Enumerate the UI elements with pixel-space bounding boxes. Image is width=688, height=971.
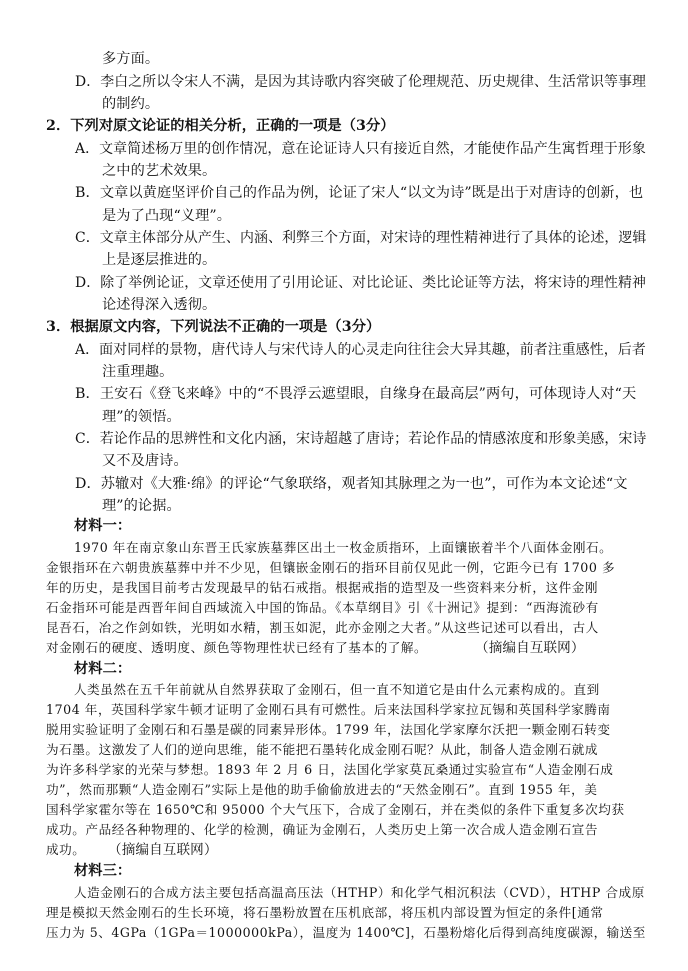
material-1-line: 金银指环在六朝贵族墓葬中并不少见，但镶嵌金刚石的指环目前仅见此一例，它距今已有 1700 多 bbox=[46, 560, 616, 575]
material-2-line: 成功。 bbox=[46, 842, 86, 857]
q3-option-a: A．面对同样的景物，唐代诗人与宋代诗人的心灵走向往往会大异其趣，前者注重感性，后者 bbox=[75, 342, 646, 358]
material-3-title: 材料三： bbox=[74, 863, 132, 879]
q3-option-c: C．若论作品的思辨性和文化内涵，宋诗超越了唐诗；若论作品的情感浓度和形象美感，宋诗 bbox=[75, 431, 647, 447]
q2-option-c-continuation: 上是逐层推进的。 bbox=[102, 252, 217, 268]
material-1-line: 昆吾石，冶之作剑如铁，光明如水精，割玉如泥，此亦金刚之大者。”从这些记述可以看出，古人 bbox=[46, 620, 599, 635]
material-1-line: 对金刚石的硬度、透明度、颜色等物理性状已经有了基本的了解。 bbox=[46, 640, 428, 655]
q3-option-c-continuation: 又不及唐诗。 bbox=[102, 453, 188, 469]
question-3-stem: 3．根据原文内容，下列说法不正确的一项是（3分） bbox=[46, 319, 381, 335]
q1-option-c-continuation: 多方面。 bbox=[102, 51, 160, 67]
material-2-source: （摘编自互联网） bbox=[108, 842, 218, 858]
material-2-line: 1704 年，英国科学家牛顿才证明了金刚石具有可燃性。后来法国科学家拉瓦锡和英国科学家腾南 bbox=[46, 702, 611, 717]
q1-option-d: D．李白之所以令宋人不满，是因为其诗歌内容突破了伦理规范、历史规律、生活常识等事理 bbox=[75, 74, 646, 90]
material-1-line: 石金指环可能是西晋年间自西域流入中国的饰品。《本草纲目》引《十洲记》提到：“西海流砂有 bbox=[46, 600, 599, 615]
material-2-line: 成功。产品经各种物理的、化学的检测，确证为金刚石，人类历史上第一次合成人造金刚石宣告 bbox=[46, 822, 599, 837]
q3-option-a-continuation: 注重理趣。 bbox=[102, 364, 174, 380]
material-3-line: 人造金刚石的合成方法主要包括高温高压法（HTHP）和化学气相沉积法（CVD），HTHP 合成原 bbox=[74, 885, 645, 900]
q3-option-b-continuation: 理”的领悟。 bbox=[102, 409, 181, 425]
question-2-stem: 2．下列对原文论证的相关分析，正确的一项是（3分） bbox=[46, 118, 395, 134]
q1-option-d-continuation: 的制约。 bbox=[102, 96, 160, 112]
material-2-line: 国科学家霍尔等在 1650℃和 95000 个大气压下，合成了金刚石，并在类似的条件下重复多次均获 bbox=[46, 802, 625, 817]
q2-option-a-continuation: 之中的艺术效果。 bbox=[102, 163, 217, 179]
q3-option-d: D．苏辙对《大雅·绵》的评论“气象联络，观者知其脉理之为一也”，可作为本文论述“文 bbox=[75, 476, 628, 492]
material-2-line: 功”，然而那颗“人造金刚石”实际上是他的助手偷偷放进去的“天然金刚石”。直到 1955 年，美 bbox=[46, 782, 598, 797]
material-3-line: 压力为 5、4GPa（1GPa＝1000000kPa），温度为 1400℃]，石墨粉熔化后得到高纯度碳源，输送至 bbox=[46, 925, 646, 940]
material-1-line: 年的历史，是我国目前考古发现最早的钻石戒指。根据戒指的造型及一些资料来分析，这件金刚 bbox=[46, 580, 599, 595]
q2-option-d: D．除了举例论证，文章还使用了引用论证、对比论证、类比论证等方法，将宋诗的理性精神 bbox=[75, 275, 646, 291]
material-2-line: 脱用实验证明了金刚石和石墨是碳的同素异形体。1799 年，法国化学家摩尔沃把一颗金刚石转变 bbox=[46, 722, 611, 737]
q2-option-b-continuation: 是为了凸现“义理”。 bbox=[102, 208, 232, 224]
material-3-line: 理是模拟天然金刚石的生长环境，将石墨粉放置在压机底部，将压机内部设置为恒定的条件[通常 bbox=[46, 905, 604, 920]
q3-option-d-continuation: 理”的论据。 bbox=[102, 498, 181, 514]
q3-option-b: B．王安石《登飞来峰》中的“不畏浮云遮望眼，自缘身在最高层”两句，可体现诗人对“天 bbox=[75, 386, 637, 402]
material-2-line: 为许多科学家的光荣与梦想。1893 年 2 月 6 日，法国化学家莫瓦桑通过实验宣布“人造金刚石成 bbox=[46, 762, 614, 777]
q2-option-a: A．文章简述杨万里的创作情况，意在论证诗人只有接近自然，才能使作品产生寓哲理于形象 bbox=[75, 141, 646, 157]
q2-option-c: C．文章主体部分从产生、内涵、利弊三个方面，对宋诗的理性精神进行了具体的论述，逻辑 bbox=[75, 230, 647, 246]
q2-option-b: B．文章以黄庭坚评价自己的作品为例，论证了宋人“以文为诗”既是出于对唐诗的创新，也 bbox=[75, 185, 644, 201]
q2-option-d-continuation: 论述得深入透彻。 bbox=[102, 297, 217, 313]
material-1-line: 1970 年在南京象山东晋王氏家族墓葬区出土一枚金质指环，上面镶嵌着半个八面体金刚石。 bbox=[74, 540, 613, 555]
material-2-line: 人类虽然在五千年前就从自然界获取了金刚石，但一直不知道它是由什么元素构成的。直到 bbox=[74, 682, 600, 697]
material-1-title: 材料一： bbox=[74, 518, 132, 534]
material-2-line: 为石墨。这激发了人们的逆向思维，能不能把石墨转化成金刚石呢？从此，制备人造金刚石就成 bbox=[46, 742, 599, 757]
material-1-source: （摘编自互联网） bbox=[475, 640, 585, 656]
material-2-title: 材料二： bbox=[74, 661, 132, 677]
